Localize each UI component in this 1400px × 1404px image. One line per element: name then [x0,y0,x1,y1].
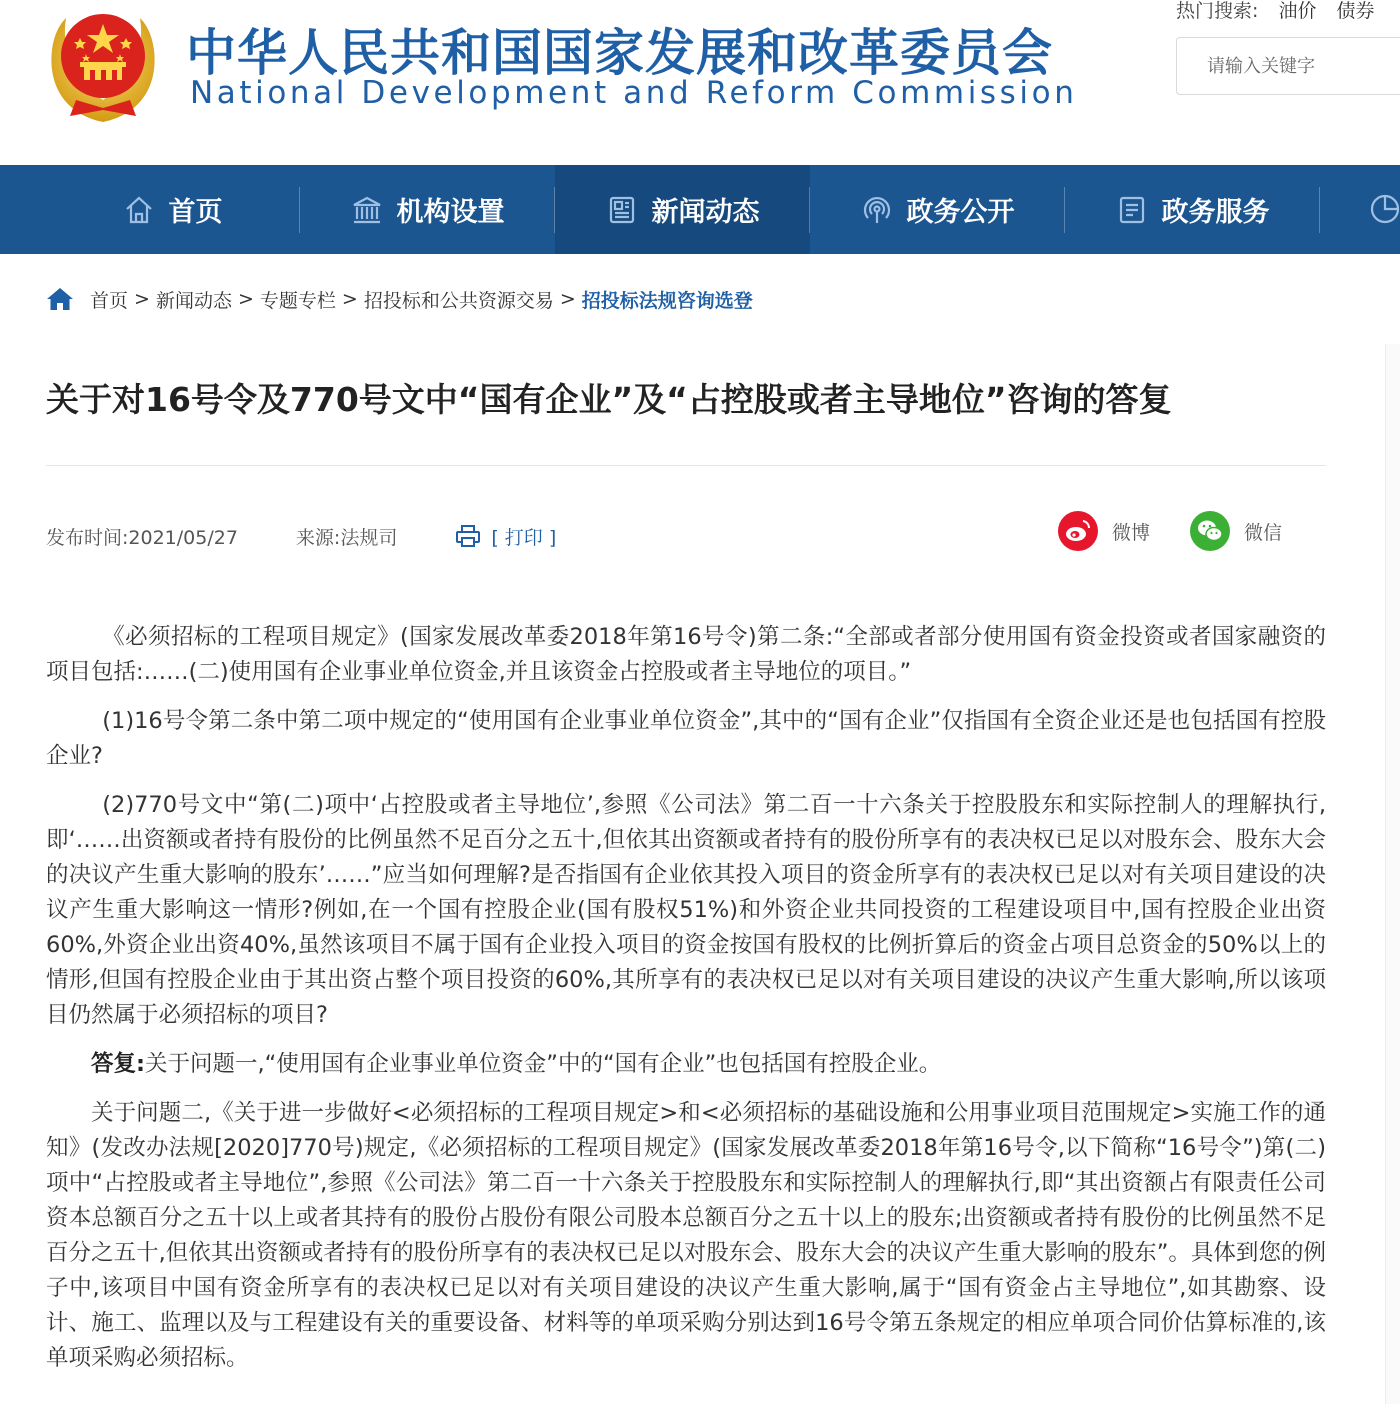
weibo-icon [1058,511,1098,551]
breadcrumb-separator: > [134,288,150,310]
article-paragraph: (2)770号文中“第(二)项中‘占控股或者主导地位’,参照《公司法》第二百一十六条关于控股股东和实际控制人的理解执行,即‘……出资额或者持有股份的比例虽然不足百分之五十,但依其出资额或者持有的股份所享有的表决权已足以对股东会、股东大会的决议产生重大影响的股东’……”应当如何理解?是否指国有企业依其投入项目的资金所享有的表决权已足以对有关项目建设的决议产生重大影响这一情形?例如,在一个国有控股企业(国有股权51%)和外资企业共同投资的工程建设项目中,国有控股企业出资60%,外资企业出资40%,虽然该项目不属于国有企业投入项目的资金按国有股权的比例折算后的资金占项目总资金的50%以上的情形,但国有控股企业由于其出资占整个项目投资的60%,其所享有的表决权已足以对有关项目建设的决议产生重大影响,所以该项目仍然属于必须招标的项目? [46,792,1326,1028]
nav-divider [1319,187,1320,233]
answer-paragraph [46,1047,1326,1082]
search-input[interactable] [1176,37,1400,95]
article-title: 关于对16号令及770号文中“国有企业”及“占控股或者主导地位”咨询的答复 [46,380,1172,419]
share-weibo-label: 微博 [1112,521,1151,544]
answer-label: 答复: [91,1051,145,1077]
home-outline-icon [123,194,155,226]
article-source: 来源:法规司 [295,526,398,549]
nav-item-news[interactable] [555,165,810,254]
print-label: [ 打印 ] [491,526,557,549]
news-icon [606,194,638,226]
nav-item-label: 机构设置 [396,197,505,228]
hot-search-label: 热门搜索: [1176,0,1259,22]
nav-item-institutions[interactable] [300,165,555,254]
article-paragraph: (1)16号令第二条中第二项中规定的“使用国有企业事业单位资金”,其中的“国有企业”仅指国有全资企业还是也包括国有控股企业? [46,708,1326,769]
nav-item-home[interactable] [45,165,300,254]
breadcrumb-news[interactable]: 新闻动态 [155,289,232,312]
breadcrumb [46,282,753,316]
main-nav [0,165,1400,254]
site-header [0,0,1400,165]
broadcast-icon [861,194,893,226]
nav-item-government-services[interactable] [1065,165,1320,254]
print-button[interactable] [455,523,556,550]
site-title-cn: 中华人民共和国国家发展和改革委员会 [186,24,1053,82]
right-side-rail [1385,344,1400,1404]
service-doc-icon [1116,194,1148,226]
publish-time: 发布时间:2021/05/27 [46,526,238,549]
share-wechat-label: 微信 [1244,521,1283,544]
breadcrumb-current[interactable]: 招投标法规咨询选登 [581,289,753,312]
breadcrumb-separator: > [559,288,576,310]
breadcrumb-separator: > [237,288,254,310]
hot-search-bar [1176,0,1400,26]
share-wechat-button[interactable] [1190,508,1282,554]
answer-paragraph-2: 关于问题二,《关于进一步做好<必须招标的工程项目规定>和<必须招标的基础设施和公用事业项目范围规定>实施工作的通知》(发改办法规[2020]770号)规定,《必须招标的工程项目规定》(国家发展改革委2018年第16号令,以下简称“16号令”)第(二)项中“占控股或者主导地位”,参照《公司法》第二百一十六条关于控股股东和实际控制人的理解执行,即“其出资额占有限责任公司资本总额百分之五十以上或者其持有的股份占股份有限公司股本总额百分之五十以上的股东;出资额或者持有股份的比例虽然不足百分之五十,但依其出资额或者持有的股份所享有的表决权已足以对股东会、股东大会的决议产生重大影响的股东”。具体到您的例子中,该项目中国有资金所享有的表决权已足以对有关项目建设的决议产生重大影响,属于“国有资金占主导地位”,如其勘察、设计、施工、监理以及与工程建设有关的重要设备、材料等的单项采购分别达到16号令第五条规定的相应单项合同价估算标准的,该单项采购必须招标。 [46,1100,1326,1371]
share-weibo-button[interactable] [1058,508,1150,554]
nav-item-label: 首页 [168,197,223,228]
breadcrumb-bidding[interactable]: 招投标和公共资源交易 [363,289,554,312]
home-icon[interactable] [46,286,74,312]
hot-search-term-oil-price[interactable]: 油价 [1278,0,1317,22]
breadcrumb-special-topics[interactable]: 专题专栏 [259,289,336,312]
institution-icon [351,194,383,226]
breadcrumb-home[interactable]: 首页 [90,289,129,312]
nav-item-label: 新闻动态 [651,197,760,228]
partial-nav-icon[interactable] [1368,192,1400,226]
answer-text: 关于问题一,“使用国有企业事业单位资金”中的“国有企业”也包括国有控股企业。 [145,1051,942,1077]
printer-icon [455,524,481,548]
nav-item-government-affairs[interactable] [810,165,1065,254]
nav-item-label: 政务服务 [1161,197,1270,228]
title-divider [46,465,1326,466]
wechat-icon [1190,511,1230,551]
article-paragraph: 《必须招标的工程项目规定》(国家发展改革委2018年第16号令)第二条:“全部或者部分使用国有资金投资或者国家融资的项目包括:……(二)使用国有企业事业单位资金,并且该资金占控股或者主导地位的项目。” [46,624,1326,685]
breadcrumb-separator: > [341,288,358,310]
article-meta [46,520,556,552]
article-body [46,620,1326,1390]
national-emblem-icon[interactable] [46,4,160,126]
nav-item-label: 政务公开 [906,197,1015,228]
site-title-en: National Development and Reform Commission [190,75,1078,111]
hot-search-term-bonds[interactable]: 债券 [1336,0,1375,22]
